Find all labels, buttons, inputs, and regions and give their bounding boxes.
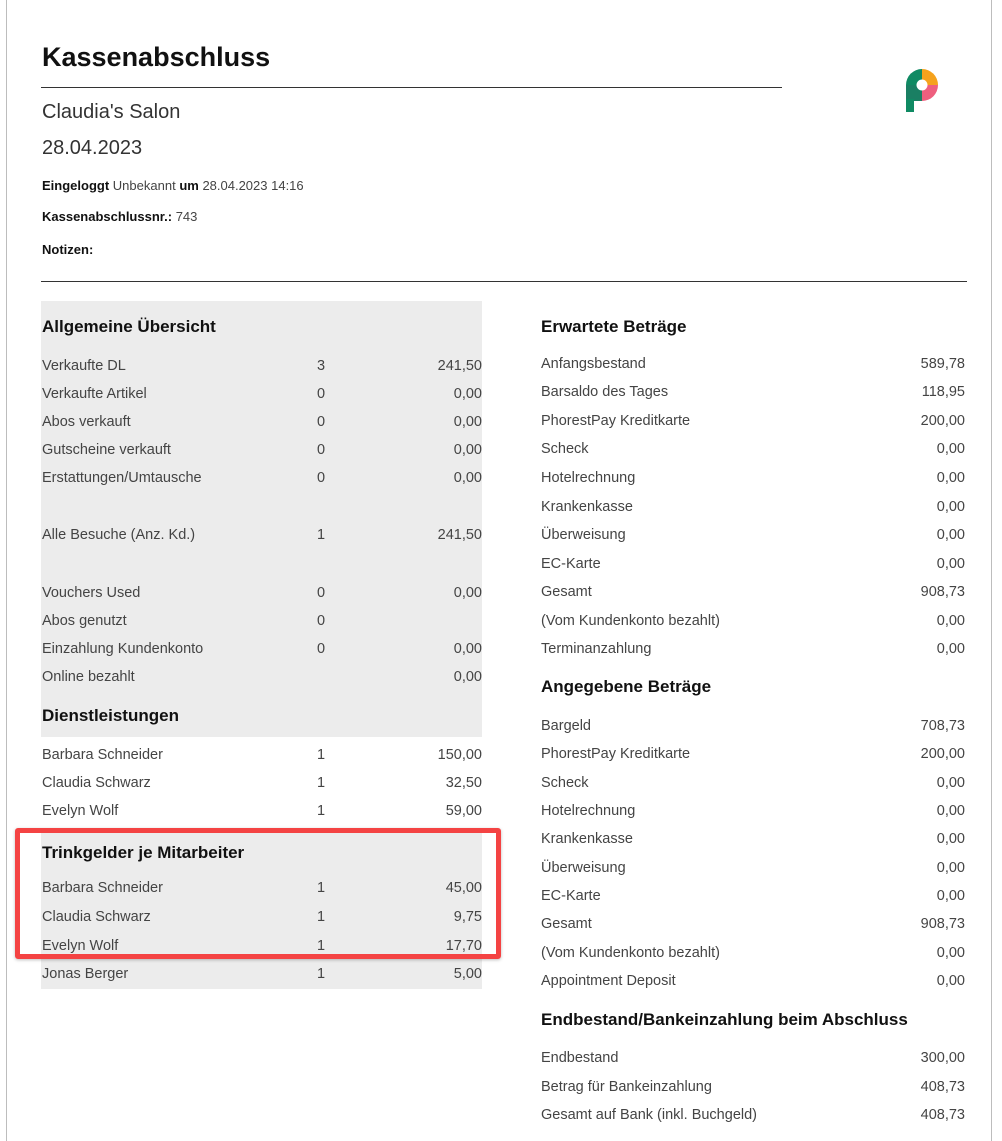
expected-row: (Vom Kundenkonto bezahlt) 0,00 — [541, 613, 965, 629]
declared-row: Überweisung 0,00 — [541, 860, 965, 876]
overview-heading: Allgemeine Übersicht — [42, 317, 216, 336]
closing-row: Betrag für Bankeinzahlung 408,73 — [541, 1079, 965, 1095]
closing-heading: Endbestand/Bankeinzahlung beim Abschluss — [541, 1010, 908, 1029]
declared-row: Scheck 0,00 — [541, 775, 965, 791]
login-label: Eingeloggt — [42, 178, 110, 193]
expected-row: Hotelrechnung 0,00 — [541, 470, 965, 486]
overview-row: Abos genutzt 0 — [42, 613, 326, 629]
expected-row: Anfangsbestand 589,78 — [541, 356, 965, 372]
expected-row: Terminanzahlung 0,00 — [541, 641, 965, 657]
overview-row: Abos verkauft 0 0,00 — [42, 414, 482, 430]
tips-row: Claudia Schwarz 1 9,75 — [42, 909, 482, 925]
phorest-logo-icon — [900, 55, 942, 113]
expected-row: EC-Karte 0,00 — [541, 556, 965, 572]
closing-number — [42, 209, 197, 224]
overview-row: Gutscheine verkauft 0 0,00 — [42, 442, 482, 458]
overview-row: Online bezahlt 0,00 — [42, 669, 482, 685]
closing-number-label: Kassenabschlussnr.: — [42, 209, 173, 224]
overview-row: Erstattungen/Umtausche 0 0,00 — [42, 470, 482, 486]
declared-row: Hotelrechnung 0,00 — [541, 803, 965, 819]
report-date: 28.04.2023 — [42, 137, 143, 159]
overview-row: Vouchers Used 0 0,00 — [42, 585, 482, 601]
tips-row: Jonas Berger 1 5,00 — [42, 966, 482, 982]
tips-row: Barbara Schneider 1 45,00 — [42, 880, 482, 896]
login-timestamp: 28.04.2023 14:16 — [202, 178, 304, 193]
declared-row: Gesamt 908,73 — [541, 916, 965, 932]
services-row: Barbara Schneider 1 150,00 — [42, 747, 482, 763]
tips-heading: Trinkgelder je Mitarbeiter — [42, 843, 245, 862]
declared-row: Krankenkasse 0,00 — [541, 831, 965, 847]
expected-row: Barsaldo des Tages 118,95 — [541, 384, 965, 400]
expected-row: Gesamt 908,73 — [541, 584, 965, 600]
expected-row: Krankenkasse 0,00 — [541, 499, 965, 515]
declared-heading: Angegebene Beträge — [541, 677, 712, 696]
services-heading: Dienstleistungen — [42, 706, 179, 725]
declared-row: Bargeld 708,73 — [541, 718, 965, 734]
overview-row: Verkaufte Artikel 0 0,00 — [42, 386, 482, 402]
declared-row: (Vom Kundenkonto bezahlt) 0,00 — [541, 945, 965, 961]
login-user: Unbekannt — [112, 178, 176, 193]
tips-highlight-box — [15, 828, 501, 959]
declared-row: PhorestPay Kreditkarte 200,00 — [541, 746, 965, 762]
services-row: Claudia Schwarz 1 32,50 — [42, 775, 482, 791]
login-at-label: um — [179, 178, 199, 193]
declared-row: EC-Karte 0,00 — [541, 888, 965, 904]
declared-row: Appointment Deposit 0,00 — [541, 973, 965, 989]
overview-row: Verkaufte DL 3 241,50 — [42, 358, 482, 374]
overview-row: Alle Besuche (Anz. Kd.) 1 241,50 — [42, 527, 482, 543]
closing-number-value: 743 — [175, 209, 198, 224]
title-divider — [41, 87, 782, 88]
expected-heading: Erwartete Beträge — [541, 317, 687, 336]
salon-name: Claudia's Salon — [42, 101, 181, 123]
expected-row: Scheck 0,00 — [541, 441, 965, 457]
expected-row: PhorestPay Kreditkarte 200,00 — [541, 413, 965, 429]
notes-label: Notizen: — [42, 242, 94, 257]
closing-row: Endbestand 300,00 — [541, 1050, 965, 1066]
notes — [42, 242, 93, 257]
overview-row: Einzahlung Kundenkonto 0 0,00 — [42, 641, 482, 657]
header-divider — [41, 281, 967, 282]
services-row: Evelyn Wolf 1 59,00 — [42, 803, 482, 819]
login-info — [42, 178, 304, 193]
closing-row: Gesamt auf Bank (inkl. Buchgeld) 408,73 — [541, 1107, 965, 1123]
tips-row: Evelyn Wolf 1 17,70 — [42, 938, 482, 954]
page-title: Kassenabschluss — [42, 42, 271, 72]
expected-row: Überweisung 0,00 — [541, 527, 965, 543]
